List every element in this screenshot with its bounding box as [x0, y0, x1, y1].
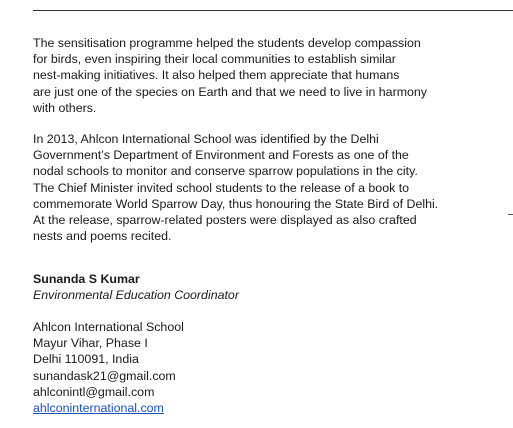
paragraph-line: are just one of the species on Earth and that we need to live in harmony: [33, 84, 427, 99]
paragraph-line: The Chief Minister invited school students to the release of a book to: [33, 180, 410, 195]
paragraph-sparrow-conservation: [33, 131, 493, 244]
paragraph-line: nests and poems recited.: [33, 229, 172, 244]
email-personal: sunandask21@gmail.com: [33, 368, 176, 383]
paragraph-line: for birds, even inspiring their local communities to establish similar: [33, 52, 396, 67]
signature-block: [33, 271, 493, 303]
margin-mark: [508, 214, 513, 215]
author-title: Environmental Education Coordinator: [33, 288, 239, 303]
paragraph-line: The sensitisation programme helped the students develop compassion: [33, 36, 421, 50]
address-block: [33, 319, 493, 416]
street-address: Mayur Vihar, Phase I: [33, 336, 148, 351]
paragraph-line: In 2013, Ahlcon International School was identified by the Delhi: [33, 132, 379, 146]
email-school: ahlconintl@gmail.com: [33, 384, 155, 399]
paragraph-line: Government’s Department of Environment and Forests as one of the: [33, 148, 409, 163]
paragraph-line: nodal schools to monitor and conserve sparrow populations in the city.: [33, 164, 418, 179]
top-divider: [33, 10, 513, 11]
author-name: Sunanda S Kumar: [33, 272, 140, 286]
paragraph-line: commemorate World Sparrow Day, thus honouring the State Bird of Delhi.: [33, 196, 439, 211]
paragraph-line: nest-making initiatives. It also helped them appreciate that humans: [33, 68, 400, 83]
school-name: Ahlcon International School: [33, 320, 184, 334]
paragraph-sensitisation: [33, 35, 493, 116]
website-link[interactable]: ahlconinternational.com: [33, 401, 164, 416]
city-postcode: Delhi 110091, India: [33, 352, 139, 367]
paragraph-line: At the release, sparrow-related posters were displayed as also crafted: [33, 213, 417, 228]
paragraph-line: with others.: [33, 100, 97, 115]
